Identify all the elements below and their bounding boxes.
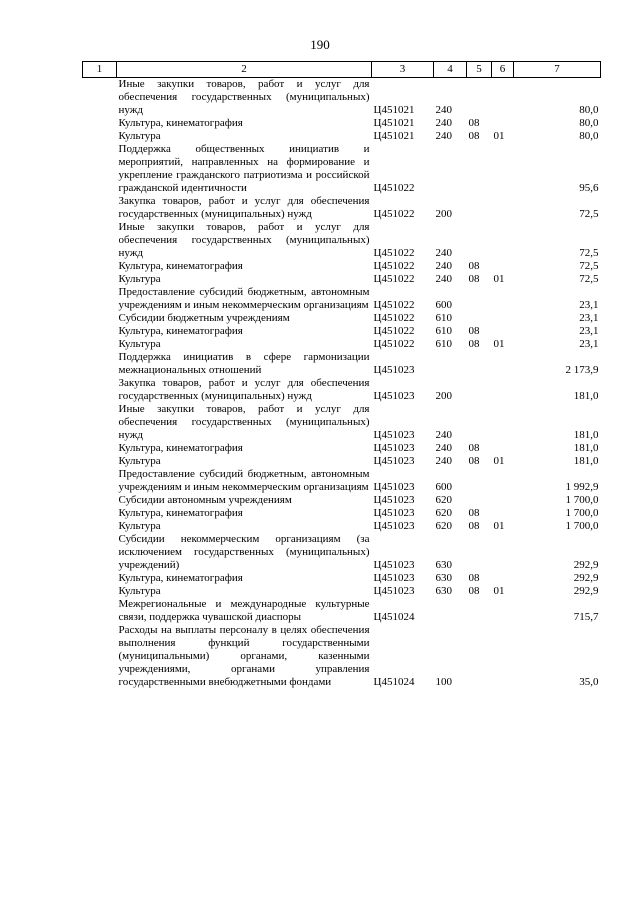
cell-name: Межрегиональные и международные культурные связи, поддержка чувашской диаспоры bbox=[118, 598, 370, 623]
cell-sum: 292,9 bbox=[573, 572, 599, 584]
cell-code: Ц451023 bbox=[373, 429, 415, 441]
cell-blank bbox=[83, 273, 117, 286]
cell-code: Ц451021 bbox=[373, 117, 415, 129]
cell-blank bbox=[83, 455, 117, 468]
cell-name: Культура bbox=[118, 338, 161, 350]
cell-sum: 181,0 bbox=[573, 429, 599, 441]
cell-name: Субсидии некоммерческим организациям (за исключением государственных (муниципальных) учреждений) bbox=[118, 533, 370, 571]
cell-sum: 80,0 bbox=[579, 130, 599, 142]
cell-vr: 100 bbox=[435, 676, 452, 688]
cell-rz: 08 bbox=[468, 117, 480, 129]
table-row bbox=[83, 195, 601, 221]
cell-rz: 08 bbox=[468, 338, 480, 350]
cell-code: Ц451024 bbox=[373, 611, 415, 623]
table-row bbox=[83, 598, 601, 624]
header-col-1: 1 bbox=[83, 62, 117, 78]
cell-sum: 35,0 bbox=[579, 676, 599, 688]
cell-rz bbox=[467, 143, 492, 195]
cell-code: Ц451023 bbox=[373, 494, 415, 506]
cell-vr: 630 bbox=[435, 572, 452, 584]
cell-sum: 23,1 bbox=[579, 338, 599, 350]
cell-code: Ц451022 bbox=[373, 299, 415, 311]
table-row bbox=[83, 507, 601, 520]
cell-name: Закупка товаров, работ и услуг для обеспечения государственных (муниципальных) нужд bbox=[118, 195, 370, 220]
cell-code: Ц451022 bbox=[373, 247, 415, 259]
cell-pr: 01 bbox=[493, 455, 505, 467]
cell-blank bbox=[83, 130, 117, 143]
cell-code: Ц451022 bbox=[373, 260, 415, 272]
cell-code: Ц451023 bbox=[373, 585, 415, 597]
cell-vr: 600 bbox=[435, 481, 452, 493]
header-col-5: 5 bbox=[467, 62, 492, 78]
cell-code: Ц451023 bbox=[373, 364, 415, 376]
cell-name: Предоставление субсидий бюджетным, автономным учреждениям и иным некоммерческим организациям bbox=[118, 468, 370, 493]
cell-rz bbox=[467, 195, 492, 221]
cell-vr: 200 bbox=[435, 208, 452, 220]
cell-rz: 08 bbox=[468, 273, 480, 285]
cell-rz bbox=[467, 598, 492, 624]
header-col-4: 4 bbox=[434, 62, 467, 78]
cell-name: Культура bbox=[118, 585, 161, 597]
cell-pr bbox=[492, 143, 514, 195]
cell-sum: 72,5 bbox=[579, 247, 599, 259]
cell-sum: 72,5 bbox=[579, 260, 599, 272]
cell-pr bbox=[492, 117, 514, 130]
cell-code: Ц451023 bbox=[373, 572, 415, 584]
cell-sum: 23,1 bbox=[579, 325, 599, 337]
cell-pr bbox=[492, 468, 514, 494]
cell-name: Субсидии бюджетным учреждениям bbox=[118, 312, 290, 324]
cell-blank bbox=[83, 598, 117, 624]
cell-rz: 08 bbox=[468, 442, 480, 454]
cell-rz: 08 bbox=[468, 520, 480, 532]
cell-blank bbox=[83, 325, 117, 338]
cell-code: Ц451023 bbox=[373, 507, 415, 519]
cell-blank bbox=[83, 507, 117, 520]
table-row bbox=[83, 273, 601, 286]
cell-rz bbox=[467, 494, 492, 507]
cell-code: Ц451022 bbox=[373, 182, 415, 194]
cell-vr: 240 bbox=[435, 247, 452, 259]
cell-rz bbox=[467, 403, 492, 442]
cell-blank bbox=[83, 78, 117, 118]
cell-code: Ц451022 bbox=[373, 208, 415, 220]
cell-code: Ц451023 bbox=[373, 559, 415, 571]
table-row bbox=[83, 130, 601, 143]
cell-sum: 72,5 bbox=[579, 273, 599, 285]
table-row bbox=[83, 520, 601, 533]
cell-sum: 1 700,0 bbox=[565, 507, 599, 519]
cell-vr: 240 bbox=[435, 260, 452, 272]
table-row bbox=[83, 260, 601, 273]
cell-code: Ц451023 bbox=[373, 520, 415, 532]
cell-name: Культура, кинематография bbox=[118, 117, 243, 129]
cell-vr: 610 bbox=[435, 338, 452, 350]
cell-sum: 181,0 bbox=[573, 390, 599, 402]
cell-vr: 240 bbox=[435, 273, 452, 285]
cell-pr bbox=[492, 325, 514, 338]
cell-blank bbox=[83, 286, 117, 312]
table-row bbox=[83, 377, 601, 403]
cell-rz bbox=[467, 312, 492, 325]
cell-pr bbox=[492, 195, 514, 221]
cell-vr: 600 bbox=[435, 299, 452, 311]
cell-name: Субсидии автономным учреждениям bbox=[118, 494, 292, 506]
cell-blank bbox=[83, 221, 117, 260]
cell-blank bbox=[83, 403, 117, 442]
header-col-6: 6 bbox=[492, 62, 514, 78]
table-row bbox=[83, 312, 601, 325]
cell-sum: 80,0 bbox=[579, 117, 599, 129]
table-row bbox=[83, 221, 601, 260]
table-row bbox=[83, 143, 601, 195]
cell-name: Поддержка инициатив в сфере гармонизации межнациональных отношений bbox=[118, 351, 370, 376]
cell-name: Иные закупки товаров, работ и услуг для обеспечения государственных (муниципальных) нужд bbox=[118, 78, 370, 116]
cell-sum: 23,1 bbox=[579, 312, 599, 324]
cell-vr: 630 bbox=[435, 585, 452, 597]
table-row bbox=[83, 325, 601, 338]
table-row bbox=[83, 572, 601, 585]
cell-blank bbox=[83, 468, 117, 494]
cell-vr: 620 bbox=[435, 507, 452, 519]
table-row bbox=[83, 585, 601, 598]
cell-blank bbox=[83, 494, 117, 507]
cell-blank bbox=[83, 143, 117, 195]
cell-sum: 72,5 bbox=[579, 208, 599, 220]
cell-code: Ц451024 bbox=[373, 676, 415, 688]
cell-sum: 1 992,9 bbox=[565, 481, 599, 493]
cell-sum: 292,9 bbox=[573, 585, 599, 597]
cell-code: Ц451023 bbox=[373, 455, 415, 467]
cell-sum: 80,0 bbox=[579, 104, 599, 116]
cell-blank bbox=[83, 533, 117, 572]
cell-pr: 01 bbox=[493, 273, 505, 285]
cell-vr: 240 bbox=[435, 117, 452, 129]
cell-vr: 620 bbox=[435, 520, 452, 532]
cell-blank bbox=[83, 351, 117, 377]
cell-rz: 08 bbox=[468, 325, 480, 337]
cell-rz bbox=[467, 468, 492, 494]
table-body bbox=[83, 78, 601, 690]
cell-pr bbox=[492, 533, 514, 572]
cell-vr bbox=[434, 351, 467, 377]
cell-rz bbox=[467, 286, 492, 312]
cell-vr: 610 bbox=[435, 312, 452, 324]
cell-rz: 08 bbox=[468, 455, 480, 467]
cell-pr bbox=[492, 286, 514, 312]
header-col-7: 7 bbox=[514, 62, 601, 78]
header-col-3: 3 bbox=[372, 62, 434, 78]
cell-rz bbox=[467, 624, 492, 689]
cell-name: Культура, кинематография bbox=[118, 507, 243, 519]
table-row bbox=[83, 117, 601, 130]
cell-code: Ц451022 bbox=[373, 338, 415, 350]
cell-name: Поддержка общественных инициатив и мероприятий, направленных на формирование и укрепление гражданского патриотизма и российской гражданской идентичности bbox=[118, 143, 370, 194]
cell-rz bbox=[467, 78, 492, 118]
cell-name: Культура bbox=[118, 273, 161, 285]
cell-rz: 08 bbox=[468, 572, 480, 584]
cell-pr bbox=[492, 403, 514, 442]
cell-blank bbox=[83, 195, 117, 221]
table-row bbox=[83, 286, 601, 312]
cell-sum: 23,1 bbox=[579, 299, 599, 311]
cell-vr: 620 bbox=[435, 494, 452, 506]
cell-rz bbox=[467, 377, 492, 403]
cell-code: Ц451023 bbox=[373, 481, 415, 493]
cell-code: Ц451022 bbox=[373, 273, 415, 285]
cell-name: Культура, кинематография bbox=[118, 260, 243, 272]
cell-code: Ц451023 bbox=[373, 390, 415, 402]
cell-sum: 1 700,0 bbox=[565, 520, 599, 532]
cell-sum: 715,7 bbox=[573, 611, 599, 623]
cell-code: Ц451021 bbox=[373, 130, 415, 142]
cell-code: Ц451022 bbox=[373, 325, 415, 337]
cell-blank bbox=[83, 585, 117, 598]
cell-blank bbox=[83, 117, 117, 130]
cell-name: Иные закупки товаров, работ и услуг для обеспечения государственных (муниципальных) нужд bbox=[118, 403, 370, 441]
table-row bbox=[83, 468, 601, 494]
budget-table bbox=[82, 61, 601, 689]
cell-pr bbox=[492, 78, 514, 118]
cell-sum: 95,6 bbox=[579, 182, 599, 194]
cell-rz bbox=[467, 351, 492, 377]
cell-pr bbox=[492, 312, 514, 325]
cell-rz: 08 bbox=[468, 585, 480, 597]
table-row bbox=[83, 494, 601, 507]
cell-name: Культура, кинематография bbox=[118, 442, 243, 454]
cell-vr: 200 bbox=[435, 390, 452, 402]
cell-pr bbox=[492, 624, 514, 689]
cell-blank bbox=[83, 338, 117, 351]
cell-pr: 01 bbox=[493, 130, 505, 142]
cell-blank bbox=[83, 520, 117, 533]
cell-vr bbox=[434, 143, 467, 195]
cell-sum: 181,0 bbox=[573, 455, 599, 467]
cell-blank bbox=[83, 312, 117, 325]
cell-pr bbox=[492, 494, 514, 507]
cell-name: Закупка товаров, работ и услуг для обеспечения государственных (муниципальных) нужд bbox=[118, 377, 370, 402]
cell-vr: 240 bbox=[435, 130, 452, 142]
cell-vr bbox=[434, 598, 467, 624]
cell-sum: 181,0 bbox=[573, 442, 599, 454]
cell-pr bbox=[492, 442, 514, 455]
cell-blank bbox=[83, 572, 117, 585]
cell-blank bbox=[83, 442, 117, 455]
cell-rz: 08 bbox=[468, 260, 480, 272]
cell-vr: 610 bbox=[435, 325, 452, 337]
cell-blank bbox=[83, 260, 117, 273]
cell-pr bbox=[492, 572, 514, 585]
cell-name: Расходы на выплаты персоналу в целях обеспечения выполнения функций государственными (муниципальными) органами, казенными учреждениями, органами управления государственными внебюджетными фондами bbox=[118, 624, 370, 688]
table-row bbox=[83, 403, 601, 442]
table-row bbox=[83, 624, 601, 689]
cell-name: Предоставление субсидий бюджетным, автономным учреждениям и иным некоммерческим организациям bbox=[118, 286, 370, 311]
cell-pr: 01 bbox=[493, 520, 505, 532]
table-row bbox=[83, 78, 601, 118]
table-row bbox=[83, 533, 601, 572]
cell-vr: 240 bbox=[435, 104, 452, 116]
cell-pr: 01 bbox=[493, 585, 505, 597]
cell-rz bbox=[467, 533, 492, 572]
cell-rz bbox=[467, 221, 492, 260]
cell-code: Ц451023 bbox=[373, 442, 415, 454]
table-row bbox=[83, 338, 601, 351]
table-row bbox=[83, 351, 601, 377]
cell-pr: 01 bbox=[493, 338, 505, 350]
cell-pr bbox=[492, 507, 514, 520]
table-row bbox=[83, 455, 601, 468]
cell-sum: 1 700,0 bbox=[565, 494, 599, 506]
cell-blank bbox=[83, 377, 117, 403]
page-number: 190 bbox=[310, 37, 330, 52]
cell-sum: 2 173,9 bbox=[565, 364, 599, 376]
header-row bbox=[83, 62, 601, 78]
cell-name: Культура, кинематография bbox=[118, 572, 243, 584]
cell-pr bbox=[492, 377, 514, 403]
cell-vr: 240 bbox=[435, 455, 452, 467]
cell-pr bbox=[492, 221, 514, 260]
cell-name: Культура bbox=[118, 455, 161, 467]
cell-name: Культура bbox=[118, 520, 161, 532]
cell-pr bbox=[492, 351, 514, 377]
cell-vr: 630 bbox=[435, 559, 452, 571]
cell-name: Культура, кинематография bbox=[118, 325, 243, 337]
cell-pr bbox=[492, 260, 514, 273]
cell-code: Ц451021 bbox=[373, 104, 415, 116]
cell-sum: 292,9 bbox=[573, 559, 599, 571]
cell-code: Ц451022 bbox=[373, 312, 415, 324]
table-row bbox=[83, 442, 601, 455]
cell-name: Культура bbox=[118, 130, 161, 142]
cell-blank bbox=[83, 624, 117, 689]
header-col-2: 2 bbox=[117, 62, 372, 78]
cell-pr bbox=[492, 598, 514, 624]
cell-vr: 240 bbox=[435, 429, 452, 441]
cell-name: Иные закупки товаров, работ и услуг для обеспечения государственных (муниципальных) нужд bbox=[118, 221, 370, 259]
cell-vr: 240 bbox=[435, 442, 452, 454]
cell-rz: 08 bbox=[468, 130, 480, 142]
cell-rz: 08 bbox=[468, 507, 480, 519]
